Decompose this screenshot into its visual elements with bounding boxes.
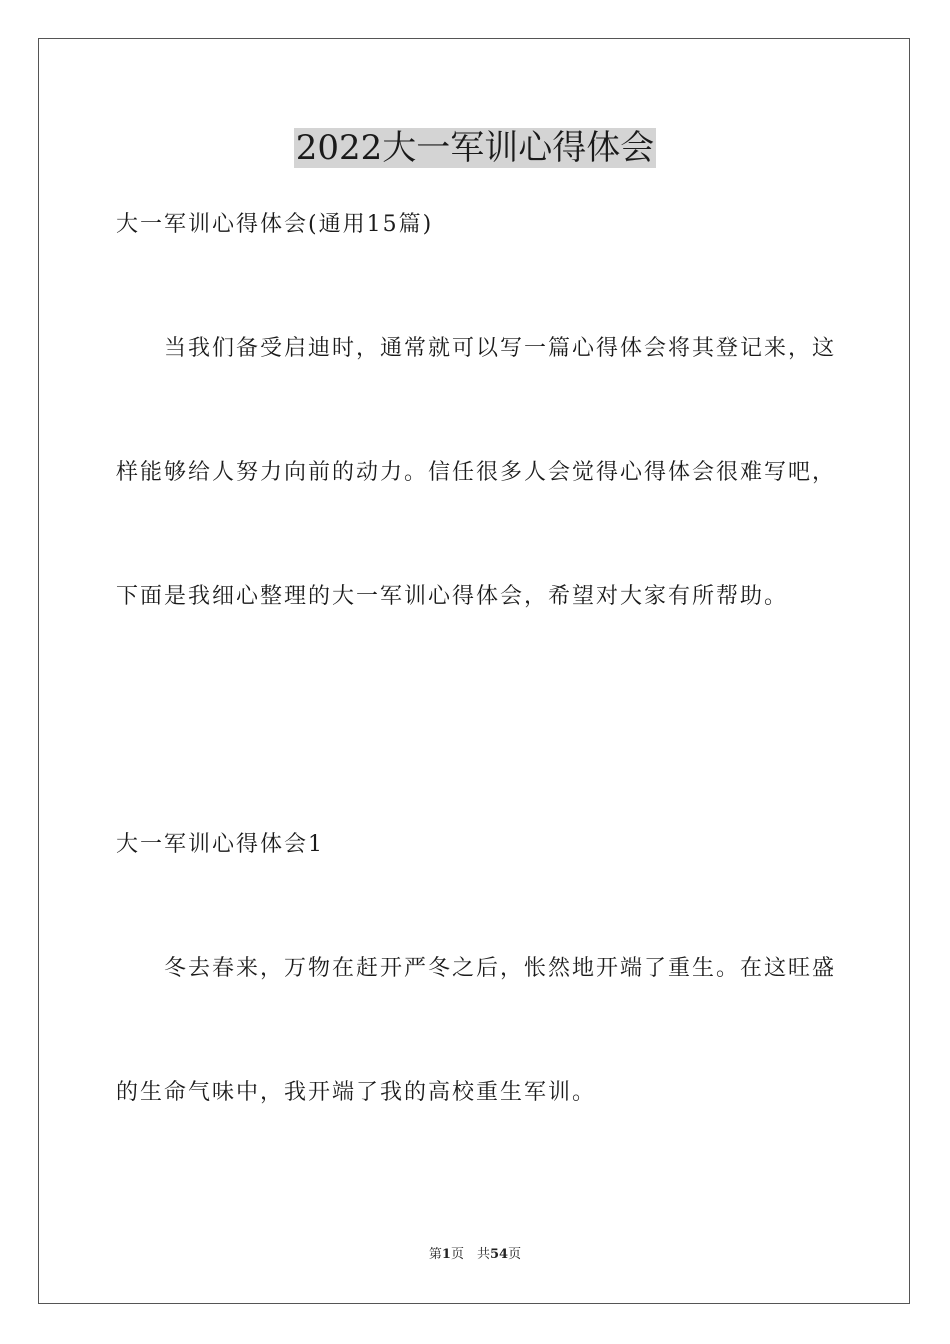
intro-line: 当我们备受启迪时，通常就可以写一篇心得体会将其登记来，这 <box>164 336 837 361</box>
section-heading: 大一军训心得体会1 <box>116 832 324 857</box>
footer-total-pages: 54 <box>489 1247 509 1262</box>
document-title <box>0 124 950 172</box>
section-line: 的生命气味中，我开端了我的高校重生军训。 <box>116 1080 597 1105</box>
footer-suffix: 页 <box>508 1247 522 1262</box>
section-line: 冬去春来，万物在赶开严冬之后，怅然地开端了重生。在这旺盛 <box>164 956 837 981</box>
intro-line: 下面是我细心整理的大一军训心得体会，希望对大家有所帮助。 <box>116 584 789 609</box>
footer-prefix: 第 <box>428 1247 442 1262</box>
footer-mid: 页 共 <box>450 1247 490 1262</box>
footer-current-page: 1 <box>441 1247 451 1262</box>
document-title-text: 2022大一军训心得体会 <box>295 128 655 168</box>
page-footer <box>0 1246 950 1264</box>
document-subtitle: 大一军训心得体会(通用15篇) <box>116 212 434 237</box>
intro-line: 样能够给人努力向前的动力。信任很多人会觉得心得体会很难写吧， <box>116 460 837 485</box>
